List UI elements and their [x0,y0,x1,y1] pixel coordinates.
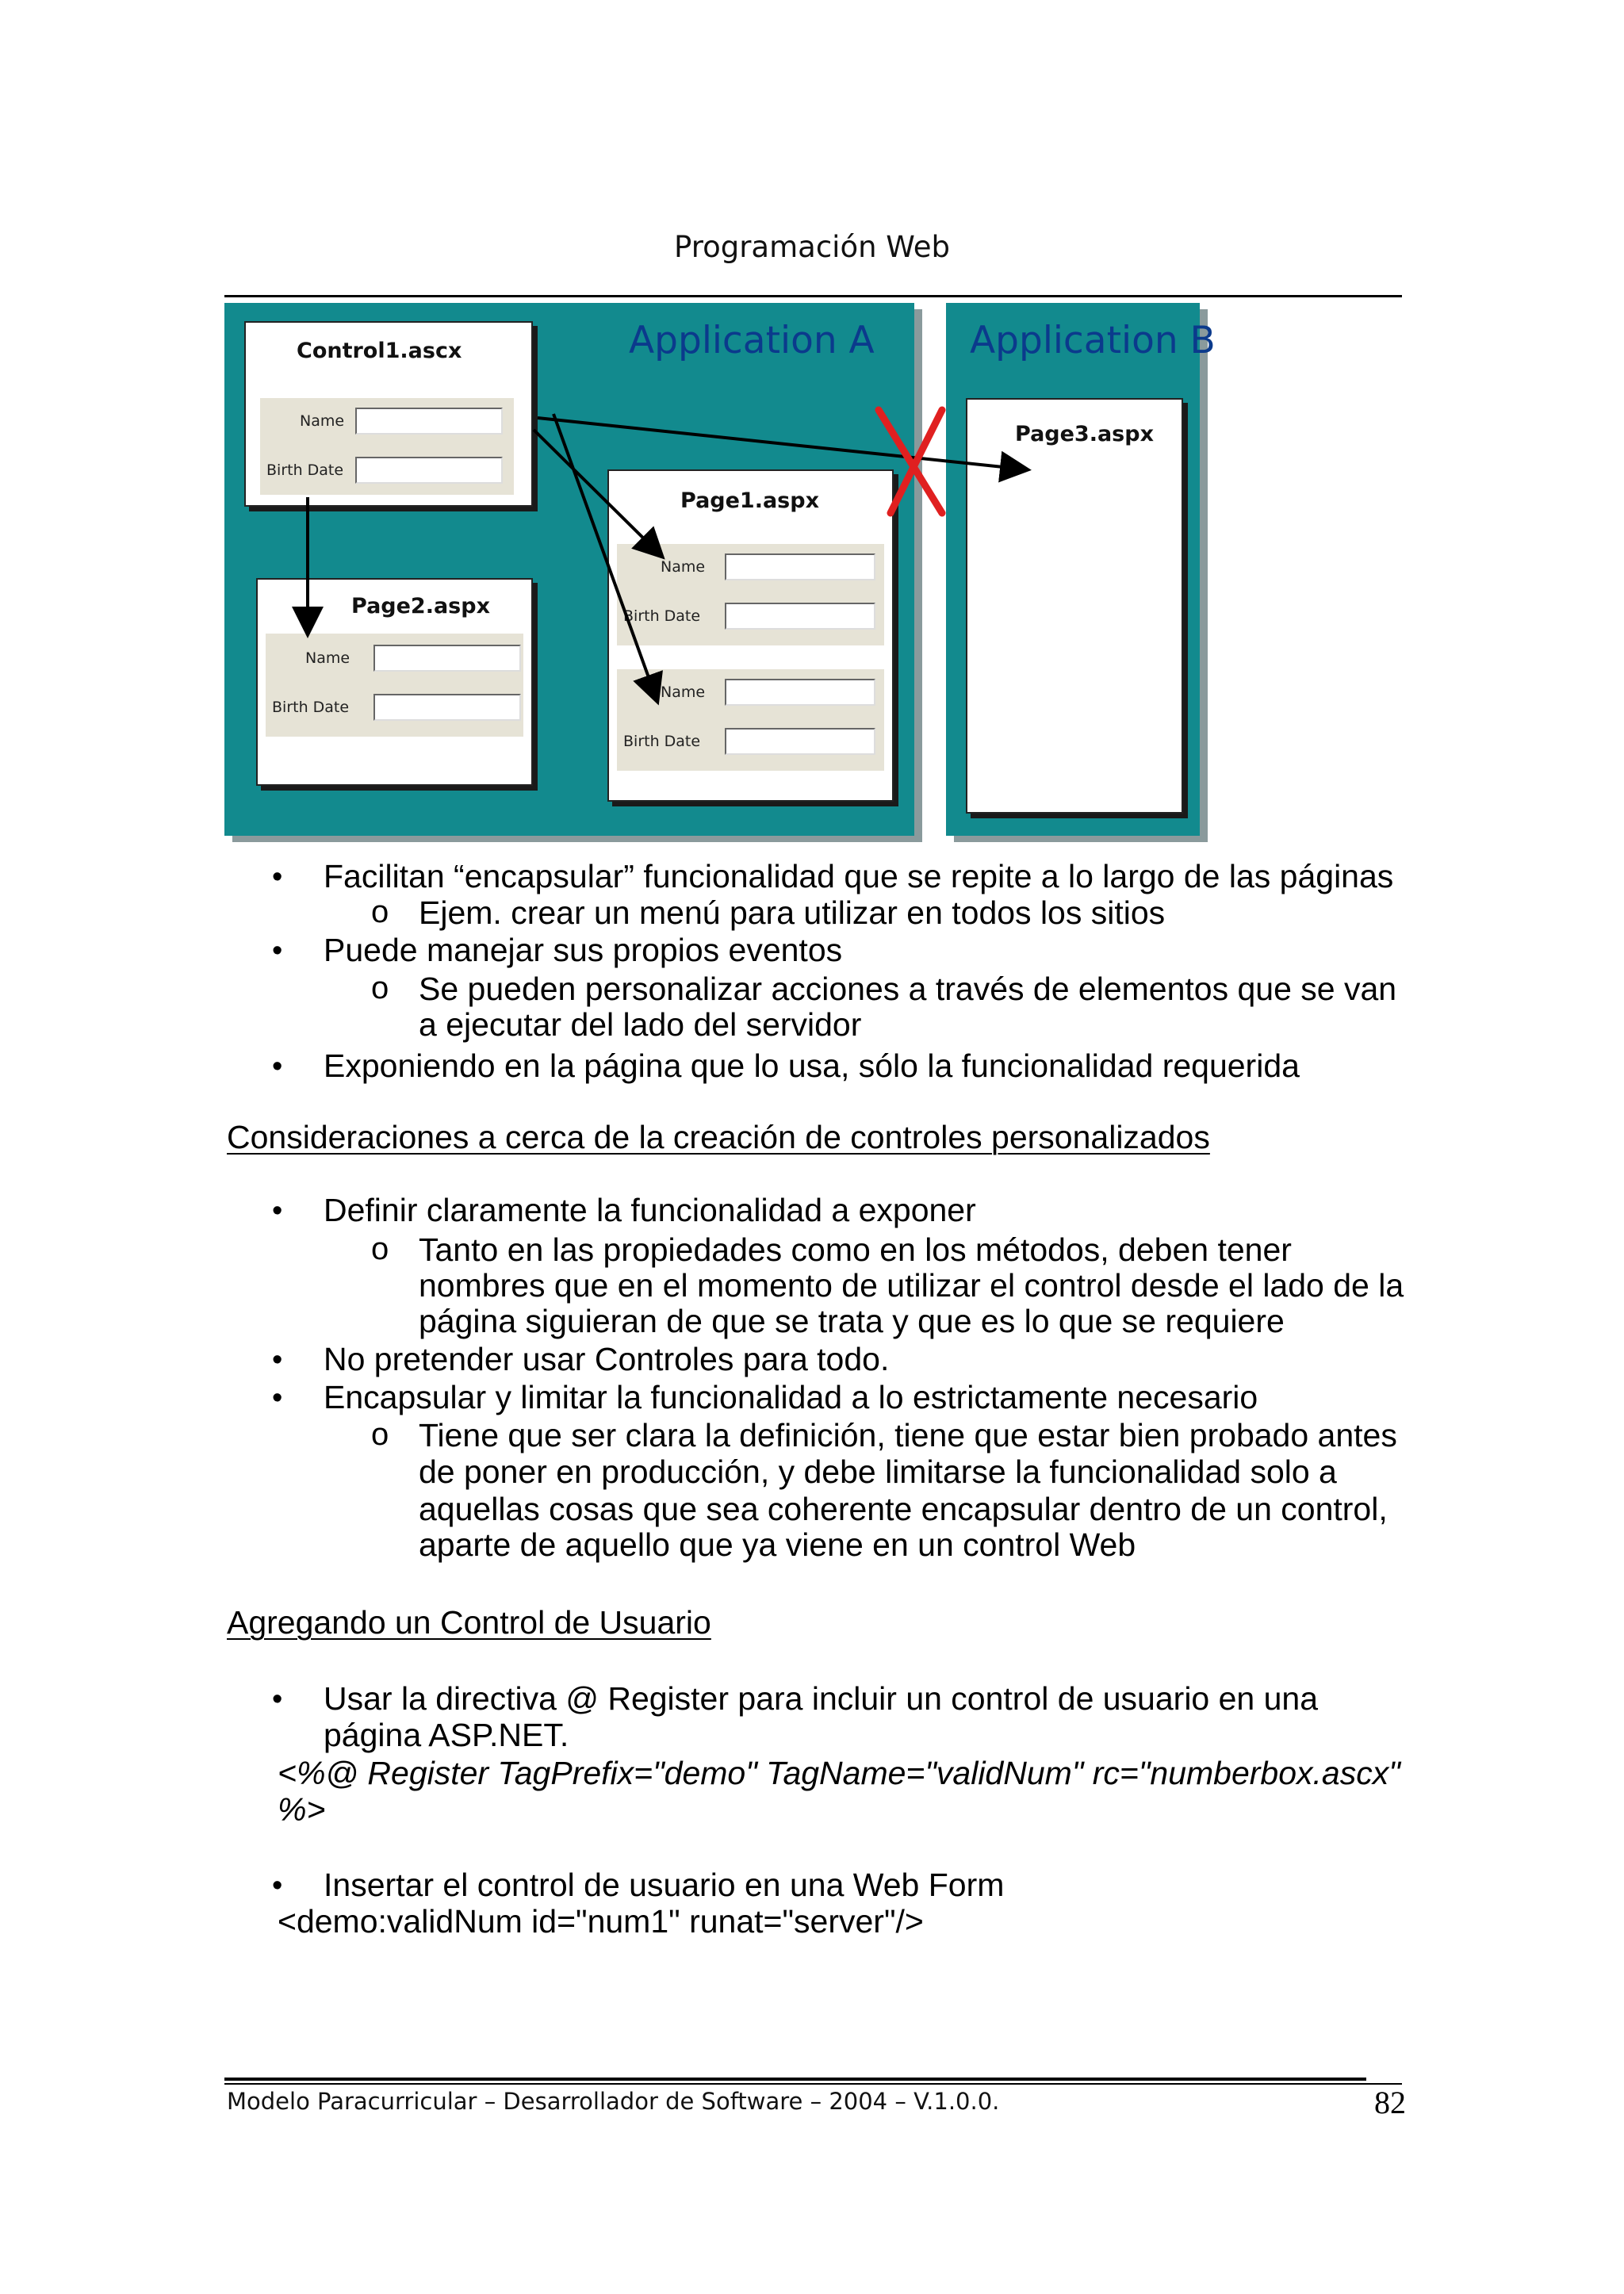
list-item: Tiene que ser clara la definición, tiene que estar bien probado antes [419,1417,1397,1453]
code-line: <%@ Register TagPrefix="demo" TagName="validNum" rc="numberbox.ascx" [278,1755,1400,1791]
diagram-arrows [224,303,1200,842]
arrow-to-page1-bottom [553,414,657,699]
list-item: No pretender usar Controles para todo. [324,1341,890,1377]
sub-bullet-icon: o [371,971,389,1005]
section-heading: Consideraciones a cerca de la creación de controles personalizados [227,1119,1210,1155]
application-a-title: Application A [629,319,875,362]
list-item: página siguieran de que se trata y que es lo que se requiere [419,1303,1285,1339]
sub-bullet-icon: o [371,1417,389,1452]
list-item: Facilitan “encapsular” funcionalidad que se repite a lo largo de las páginas [324,858,1394,894]
page-number: 82 [1374,2085,1406,2120]
list-item: Ejem. crear un menú para utilizar en todos los sitios [419,894,1166,931]
page3-title: Page3.aspx [1015,422,1154,446]
bullet-icon: • [272,1683,283,1716]
list-item: Se pueden personalizar acciones a través de elementos que se van [419,971,1397,1007]
name-label: Name [661,684,706,701]
birth-date-label: Birth Date [623,607,701,625]
code-line: %> [278,1791,326,1828]
list-item: página ASP.NET. [324,1717,569,1753]
bullet-icon: • [272,1194,283,1227]
application-b-title: Application B [970,319,1216,362]
list-item: Definir claramente la funcionalidad a exponer [324,1192,976,1228]
code-line: <demo:validNum id="num1" runat="server"/> [278,1903,924,1940]
list-item: Encapsular y limitar la funcionalidad a lo estrictamente necesario [324,1379,1258,1415]
bullet-icon: • [272,1869,283,1902]
section-heading: Agregando un Control de Usuario [227,1604,711,1641]
page1-title: Page1.aspx [680,488,819,513]
list-item: a ejecutar del lado del servidor [419,1006,862,1043]
list-item: aparte de aquello que ya viene en un control Web [419,1526,1136,1563]
birth-date-label: Birth Date [623,733,701,750]
footer-text: Modelo Paracurricular – Desarrollador de Software – 2004 – V.1.0.0. [227,2088,1000,2115]
header-rule [224,295,1402,297]
blocked-x-icon [879,410,942,513]
list-item: de poner en producción, y debe limitarse la funcionalidad solo a [419,1453,1337,1490]
user-control-diagram [224,303,1216,842]
sub-bullet-icon: o [371,894,389,929]
footer-rule-thin [224,2083,1402,2085]
control1-title: Control1.ascx [297,339,462,363]
page-header-title: Programación Web [674,230,950,264]
birth-date-label: Birth Date [272,699,350,716]
list-item: Exponiendo en la página que lo usa, sólo la funcionalidad requerida [324,1047,1300,1084]
arrow-to-page3 [538,418,1025,469]
sub-bullet-icon: o [371,1231,389,1266]
list-item: aquellas cosas que sea coherente encapsular dentro de un control, [419,1491,1388,1527]
list-item: Usar la directiva @ Register para incluir un control de usuario en una [324,1680,1319,1717]
bullet-icon: • [272,934,283,967]
bullet-icon: • [272,860,283,894]
birth-date-label: Birth Date [266,461,344,479]
name-label: Name [305,649,350,667]
bullet-icon: • [272,1050,283,1083]
name-label: Name [661,558,706,576]
list-item: Puede manejar sus propios eventos [324,932,843,968]
page2-title: Page2.aspx [351,594,490,618]
bullet-icon: • [272,1381,283,1415]
list-item: Insertar el control de usuario en una Web Form [324,1867,1005,1903]
footer-rule-thick [224,2078,1366,2081]
list-item: Tanto en las propiedades como en los métodos, deben tener [419,1231,1292,1268]
name-label: Name [300,412,345,430]
bullet-icon: • [272,1343,283,1377]
list-item: nombres que en el momento de utilizar el control desde el lado de la [419,1267,1404,1304]
